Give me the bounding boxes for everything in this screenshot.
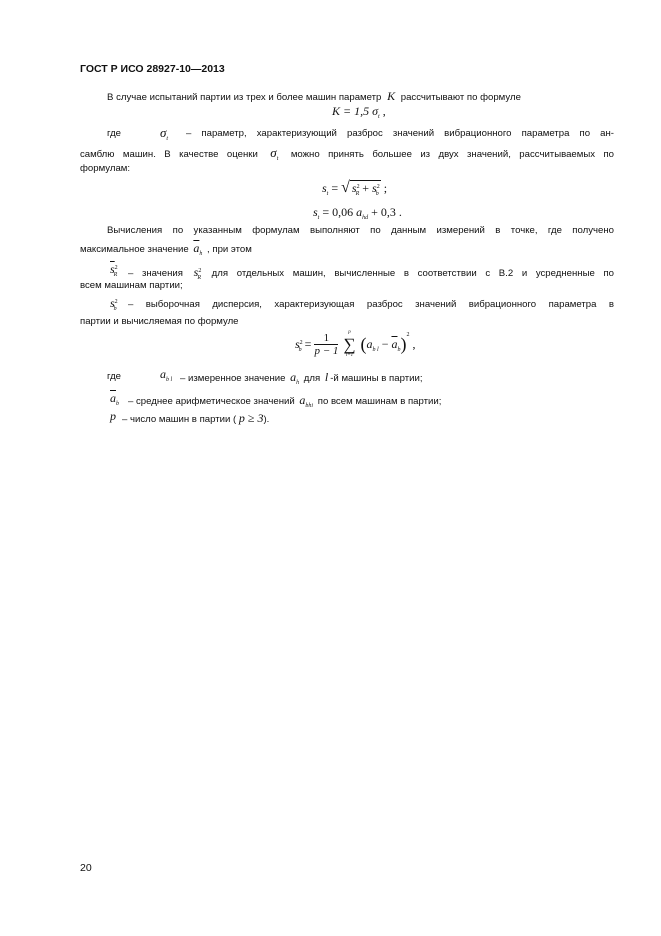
summation-sign: p ∑ l=1: [343, 330, 356, 358]
symbol-sb2: $s^2_b$: [110, 296, 118, 312]
formula-st-linear: $s_t = 0,06$ $a_{hd} + 0,3$ .: [313, 205, 402, 221]
sigma-description-text: – параметр, характеризующий разброс значений вибрационного параметра по ан-: [186, 128, 614, 139]
paragraph-max-value: максимальное значение $\overline{a}_h$ , при этом: [80, 241, 252, 257]
formula-separator: ;: [383, 181, 388, 195]
intro-text-end: рассчитывают по формуле: [400, 92, 521, 103]
definition-p-condition: p ≥ 3: [238, 411, 264, 425]
intro-text: В случае испытаний партии из трех и более машин параметр: [107, 92, 382, 103]
definition-p-c: ).: [263, 414, 270, 425]
definition-p: [122, 412, 269, 426]
symbol-abl: $a_{b l}$: [160, 367, 173, 383]
max-value-text-end: , при этом: [207, 244, 252, 255]
definition-sb2: [128, 299, 614, 311]
definition-sb2-continued: партии и вычисляемая по формуле: [80, 316, 239, 327]
formula-k: K = 1,5 $\sigma_t$ ,: [332, 104, 386, 120]
fraction-numerator: 1: [314, 332, 338, 345]
max-value-text: максимальное значение: [80, 244, 189, 255]
formula-k-text: K = 1,5 σ: [332, 104, 379, 118]
definition-sr2-b: для отдельных машин, вычисленные в соответствии с В.2 и усредненные по: [211, 268, 615, 279]
definition-sr2: – значения $s^2_R$ для отдельных машин, вычисленные в соответствии с В.2 и усредненные по: [128, 265, 615, 281]
definition-sr2-a: – значения: [128, 268, 183, 279]
estimate-text-a: самблю машин. В качестве оценки: [80, 149, 258, 160]
symbol-sr2-mean: $\overline{s}^2_R$: [110, 262, 118, 278]
definition-abl-c: -й машины в партии;: [330, 373, 423, 384]
paragraph-intro: [107, 90, 521, 104]
paragraph-estimate: самблю машин. В качестве оценки $\sigma_t$ можно принять большее из двух значений, рассчитываемых по: [80, 145, 614, 162]
definition-ab-mean-b: по всем машинам в партии;: [317, 396, 442, 407]
definition-ab-mean: – среднее арифметическое значений $a_{bhi}$ по всем машинам в партии;: [128, 393, 442, 409]
where-label-2: где: [107, 371, 122, 382]
definition-sr2-continued: всем машинам партии;: [80, 280, 183, 291]
sigma-description: [186, 128, 614, 140]
definition-p-a: – число машин в партии (: [122, 414, 237, 425]
variance-fraction: [314, 332, 338, 357]
definition-abl: – измеренное значение $a_h$ для l -й машины в партии;: [180, 370, 423, 386]
fraction-denominator: p − 1: [314, 345, 339, 357]
page-number: 20: [80, 862, 92, 874]
estimate-text-b: можно принять большее из двух значений, рассчитываемых по: [290, 149, 614, 160]
calculations-text: Вычисления по указанным формулам выполняют по данным измерений в точке, где получено: [107, 225, 614, 236]
definition-abl-b: для: [303, 373, 321, 384]
symbol-ab-mean: $\overline{a}_b$: [110, 391, 119, 407]
definition-sb2-text: – выборочная дисперсия, характеризующая разброс значений вибрационного параметра в: [128, 299, 614, 310]
symbol-k: K: [387, 89, 396, 103]
symbol-sigma: $\sigma_t$: [160, 125, 169, 142]
formulas-label: формулам:: [80, 163, 131, 174]
document-header: ГОСТ Р ИСО 28927-10—2013: [80, 63, 225, 75]
formula-st-sqrt: $s_t$ = √ $s^2_R + s^2_b$ ;: [322, 179, 388, 197]
paragraph-calculations: [107, 225, 614, 237]
symbol-p: p: [110, 409, 116, 423]
definition-abl-a: – измеренное значение: [180, 373, 286, 384]
where-label-1: где: [107, 128, 122, 139]
formula-st-lhs: s: [322, 181, 327, 195]
definition-ab-mean-a: – среднее арифметическое значений: [128, 396, 295, 407]
formula-variance: $s^2_b$ = $\frac{1}{p - 1}$ p ∑ l=1 $(a_{b l} - \overline{a}_b)^2$ ,: [295, 330, 416, 358]
